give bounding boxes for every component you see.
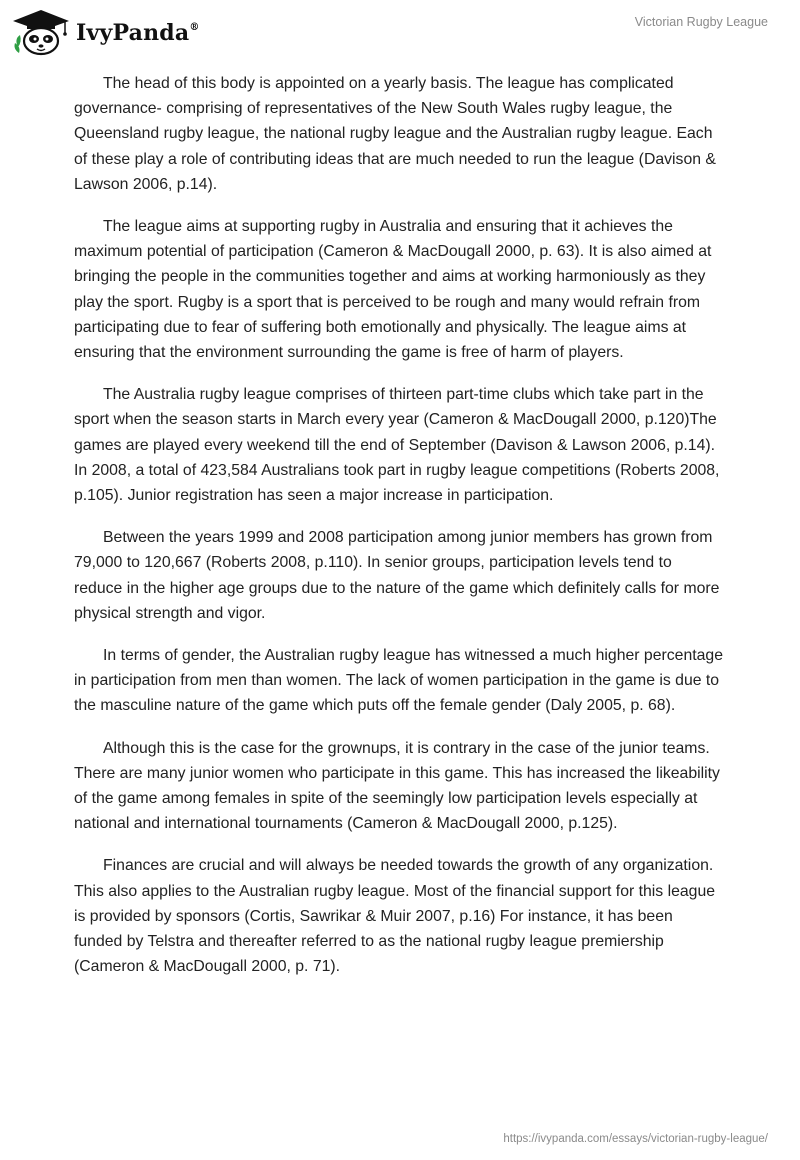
paragraph: Between the years 1999 and 2008 participation among junior members has grown from 79,000 to 120,667 (Roberts 2008, p.110). In senior groups, participation levels tend to reduce in the higher age groups due to the nature of the game which definitely calls for more physical strength and vigor.	[74, 529, 720, 622]
paragraph: The head of this body is appointed on a yearly basis. The league has complicated governance- comprising of representatives of the New South Wales rugby league, the Queensland rugby league, the national rugby league and the Australian rugby league. Each of these play a role of contributing ideas that are much needed to run the league (Davison & Lawson 2006, p.14).	[74, 75, 716, 193]
paragraph: The Australia rugby league comprises of thirteen part-time clubs which take part in the sport when the season starts in March every year (Cameron & MacDougall 2000, p.120)The games are played every weekend till the end of September (Davison & Lawson 2006, p.14). In 2008, a total of 423,584 Australians took part in rugby league competitions (Roberts 2008, p.105). Junior registration has seen a major increase in participation.	[74, 386, 720, 505]
footer-url[interactable]: https://ivypanda.com/essays/victorian-rugby-league/	[503, 1133, 768, 1145]
site-logo[interactable]	[12, 9, 200, 57]
paragraph: In terms of gender, the Australian rugby league has witnessed a much higher percentage in participation from men than women. The lack of women participation in the game is due to the masculine nature of the game which puts off the female gender (Daly 2005, p. 68).	[74, 647, 723, 715]
document-title: Victorian Rugby League	[634, 15, 768, 29]
panda-graduate-icon	[12, 9, 70, 57]
paragraph: The league aims at supporting rugby in Australia and ensuring that it achieves the maximum potential of participation (Cameron & MacDougall 2000, p. 63). It is also aimed at bringing the people in the communities together and aims at working harmoniously as they play the sport. Rugby is a sport that is perceived to be rough and many would refrain from participating due to fear of suffering both emotionally and physically. The league aims at ensuring that the environment surrounding the game is free of harm of players.	[74, 218, 712, 362]
paragraph: Finances are crucial and will always be needed towards the growth of any organization. This also applies to the Australian rugby league. Most of the financial support for this league is provided by sponsors (Cortis, Sawrikar & Muir 2007, p.16) For instance, it has been funded by Telstra and thereafter referred to as the national rugby league premiership (Cameron & MacDougall 2000, p. 71).	[74, 857, 716, 976]
page-header	[0, 0, 800, 64]
brand-name: IvyPanda®	[76, 20, 200, 46]
registered-mark: ®	[189, 22, 200, 33]
paragraph: Although this is the case for the grownups, it is contrary in the case of the junior teams. There are many junior women who participate in this game. This has increased the likeability of the game among females in spite of the seemingly low participation levels especially at national and international tournaments (Cameron & MacDougall 2000, p.125).	[74, 739, 720, 833]
essay-body	[74, 71, 724, 997]
